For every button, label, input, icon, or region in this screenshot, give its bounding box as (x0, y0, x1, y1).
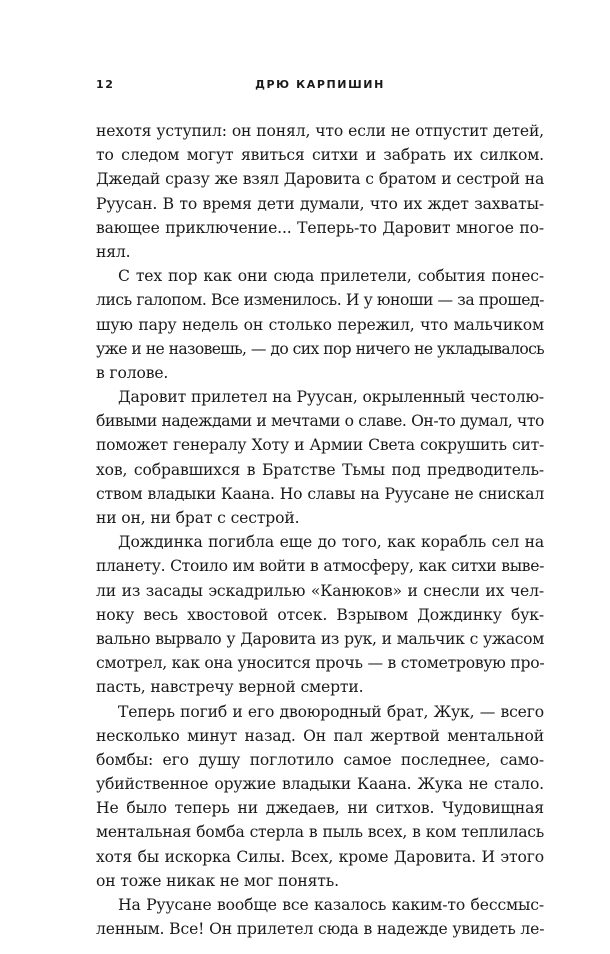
paragraph (96, 893, 544, 941)
text-line: На Руусане вообще все казалось каким-то бессмыс- (118, 896, 544, 914)
running-head (96, 78, 544, 98)
text-line: ством владыки Каана. Но славы на Руусане не снискал (96, 484, 544, 503)
paragraph (96, 530, 544, 699)
text-line: ноку весь хвостовой отсек. Взрывом Дождинку бук- (96, 605, 544, 624)
text-line: Не было теперь ни джедаев, ни ситхов. Чудовищная (96, 799, 544, 818)
text-line: ментальная бомба стерла в пыль всех, в ком теплилась (96, 823, 544, 842)
text-line: поможет генералу Хоту и Армии Света сокрушить сит- (96, 436, 544, 455)
text-line: он тоже никак не мог понять. (96, 871, 339, 890)
paragraph (96, 264, 544, 385)
paragraph (96, 119, 544, 264)
text-line: Руусан. В то время дети думали, что их ждет захваты- (96, 194, 544, 213)
text-line: лись галопом. Все изменилось. И у юноши — за прошед- (96, 291, 544, 310)
text-line: Даровит прилетел на Руусан, окрыленный честолю- (118, 388, 544, 407)
text-line: пасть, навстречу верной смерти. (96, 678, 364, 697)
text-line: Теперь погиб и его двоюродный брат, Жук, — всего (118, 702, 544, 721)
text-line: вально вырвало у Даровита из рук, и мальчик с ужасом (96, 629, 544, 648)
text-line: бомбы: его душу поглотило самое последнее, само- (96, 750, 544, 769)
text-line: вающее приключение... Теперь-то Даровит многое по- (96, 218, 544, 237)
body-text (96, 119, 544, 941)
text-line: ли из засады эскадрилью «Канюков» и снесли их чел- (96, 581, 544, 600)
text-line: хов, собравшихся в Братстве Тьмы под предводитель- (96, 460, 544, 479)
text-line: смотрел, как она уносится прочь — в стометровую про- (96, 654, 545, 673)
text-line: уже и не назовешь, — до сих пор ничего не укладывалось (96, 339, 544, 358)
text-line: С тех пор как они сюда прилетели, события понес- (118, 267, 544, 286)
text-line: планету. Стоило им войти в атмосферу, как ситхи выве- (96, 557, 544, 576)
text-line: несколько минут назад. Он пал жертвой ментальной (96, 726, 544, 745)
book-author: ДРЮ КАРПИШИН (255, 78, 385, 91)
text-line: нехотя уступил: он понял, что если не отпустит детей, (96, 122, 544, 140)
paragraph (96, 385, 544, 530)
text-line: нял. (96, 242, 131, 261)
page-number: 12 (96, 78, 115, 91)
text-line: шую пару недель он столько пережил, что мальчиком (96, 315, 544, 334)
text-line: ленным. Все! Он прилетел сюда в надежде увидеть ле- (96, 920, 545, 939)
text-line: Джедай сразу же взял Даровита с братом и сестрой на (96, 170, 544, 189)
text-line: убийственное оружие владыки Каана. Жука не стало. (96, 775, 544, 794)
paragraph (96, 700, 544, 894)
text-line: Дождинка погибла еще до того, как корабль сел на (118, 533, 544, 552)
text-line: то следом могут явиться ситхи и забрать их силком. (96, 146, 544, 165)
text-line: хотя бы искорка Силы. Всех, кроме Даровита. И этого (96, 847, 544, 866)
text-line: бивыми надеждами и мечтами о славе. Он-то думал, что (96, 412, 544, 431)
text-line: ни он, ни брат с сестрой. (96, 509, 300, 527)
text-line: в голове. (96, 363, 169, 382)
